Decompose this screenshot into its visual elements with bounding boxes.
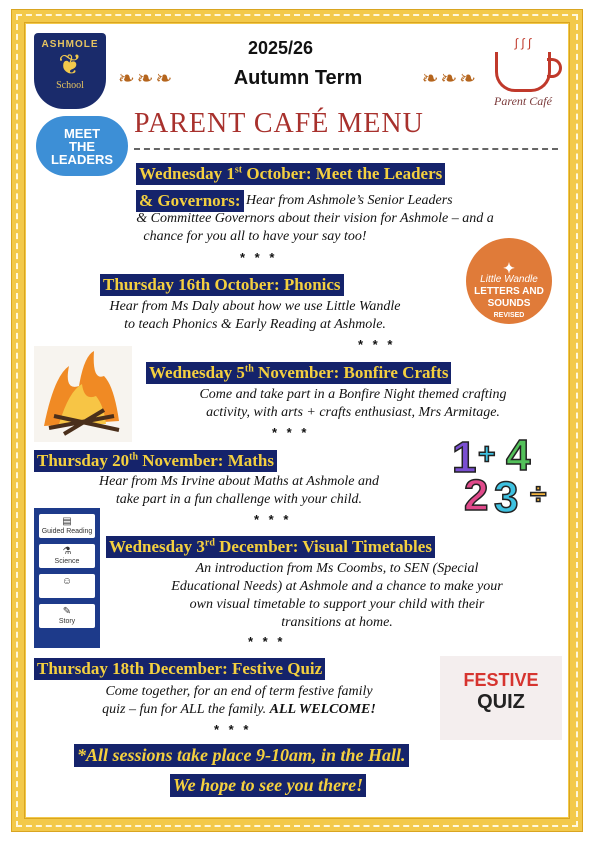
event-description: to teach Phonics & Early Reading at Ashmole. bbox=[124, 317, 386, 332]
quiz-label: QUIZ bbox=[477, 691, 525, 713]
star-separator: * * * bbox=[240, 250, 278, 265]
school-year: 2025/26 bbox=[248, 38, 314, 58]
timetable-card bbox=[39, 544, 95, 568]
svg-text:4: 4 bbox=[506, 431, 531, 480]
event-description: chance for you all to have your say too! bbox=[143, 229, 367, 244]
meet-badge-line: THE bbox=[69, 139, 95, 154]
event-description: Hear from Ashmole’s Senior Leaders bbox=[246, 193, 453, 208]
star-separator: * * * bbox=[272, 425, 310, 440]
event-title-part: October: Meet the Leaders bbox=[242, 164, 443, 183]
event-description: activity, with arts + crafts enthusiast, Mrs Armitage. bbox=[206, 405, 500, 420]
all-welcome-emphasis: ALL WELCOME! bbox=[269, 702, 376, 717]
event-description: own visual timetable to support your child with their bbox=[189, 597, 485, 612]
footer-session-info: *All sessions take place 9-10am, in the Hall. bbox=[74, 744, 409, 767]
lw-line: Little Wandle bbox=[480, 274, 538, 285]
wheat-sheaf-icon: ❦ bbox=[58, 49, 82, 80]
event-title bbox=[106, 536, 435, 558]
event-title-part: December: Visual Timetables bbox=[214, 537, 432, 556]
term-title: Autumn Term bbox=[233, 67, 363, 89]
event-description: Come together, for an end of term festive family bbox=[105, 684, 373, 699]
timetable-card-label: Science bbox=[54, 558, 80, 565]
event-title bbox=[136, 163, 445, 185]
letters-and-sounds-logo bbox=[466, 238, 552, 324]
event-title bbox=[146, 362, 451, 384]
crest-school-name: ASHMOLE bbox=[41, 39, 99, 50]
book-icon: ▤ bbox=[62, 516, 72, 527]
event-description: transitions at home. bbox=[281, 615, 393, 630]
timetable-card-label: Guided Reading bbox=[41, 528, 93, 535]
lw-line: REVISED bbox=[493, 312, 525, 319]
lw-line: SOUNDS bbox=[487, 298, 531, 309]
meet-badge-line: LEADERS bbox=[50, 152, 114, 167]
svg-text:÷: ÷ bbox=[530, 478, 547, 511]
event-title-part: Thursday 20 bbox=[37, 451, 130, 470]
event-title: Thursday 18th December: Festive Quiz bbox=[34, 658, 325, 680]
event-description bbox=[34, 701, 444, 719]
svg-text:3: 3 bbox=[494, 473, 519, 516]
event-description: take part in a fun challenge with your child. bbox=[115, 492, 363, 507]
school-crest-logo bbox=[34, 33, 106, 109]
steam-icon: ∫ ∫ ∫ bbox=[514, 36, 532, 50]
coffee-cup-icon bbox=[495, 52, 551, 92]
ordinal-suffix: rd bbox=[204, 537, 215, 549]
timetable-card bbox=[39, 604, 95, 628]
star-separator: * * * bbox=[358, 337, 396, 352]
event-description: Hear from Ms Irvine about Maths at Ashmole and bbox=[99, 474, 379, 489]
autumn-leaves-icon: ❧❧❧ bbox=[118, 68, 175, 90]
bird-icon: ✦ bbox=[503, 260, 515, 276]
flask-icon: ⚗ bbox=[62, 546, 72, 557]
festive-label: FESTIVE bbox=[463, 670, 539, 690]
event-description: Hear from Ms Daly about how we use Little Wandle bbox=[109, 299, 401, 314]
timetable-card bbox=[39, 574, 95, 598]
dashed-divider bbox=[134, 148, 558, 150]
event-description-part: quiz – fun for ALL the family. bbox=[102, 702, 267, 717]
event-title-part: Wednesday 1 bbox=[139, 164, 235, 183]
menu-title: PARENT CAFÉ MENU bbox=[134, 108, 424, 139]
meet-badge-line: MEET bbox=[63, 126, 101, 141]
svg-text:2: 2 bbox=[464, 471, 489, 516]
story-icon: ✎ bbox=[62, 606, 72, 617]
ordinal-suffix: th bbox=[244, 363, 254, 375]
visual-timetable-image bbox=[34, 508, 100, 648]
star-separator: * * * bbox=[248, 634, 286, 649]
event-title: Thursday 16th October: Phonics bbox=[100, 274, 344, 296]
footer-closing-line: We hope to see you there! bbox=[170, 774, 366, 797]
autumn-leaves-icon: ❧❧❧ bbox=[421, 68, 478, 90]
term-row bbox=[118, 66, 478, 91]
event-title-part: November: Bonfire Crafts bbox=[253, 363, 449, 382]
event-description: An introduction from Ms Coombs, to SEN (Special bbox=[195, 561, 479, 576]
event-description: Come and take part in a Bonfire Night themed crafting bbox=[199, 387, 507, 402]
bonfire-craft-image bbox=[34, 346, 132, 442]
meet-the-leaders-badge bbox=[36, 116, 128, 176]
event-title bbox=[34, 450, 277, 472]
star-separator: * * * bbox=[254, 512, 292, 527]
event-title-part: Wednesday 3 bbox=[109, 537, 205, 556]
parent-cafe-label: Parent Café bbox=[494, 94, 552, 108]
parent-cafe-logo bbox=[480, 38, 566, 112]
event-title-part: November: Maths bbox=[138, 451, 274, 470]
festive-quiz-image bbox=[440, 656, 562, 740]
svg-text:+: + bbox=[478, 438, 496, 471]
ordinal-suffix: th bbox=[129, 451, 139, 463]
event-description: Educational Needs) at Ashmole and a chance to make your bbox=[171, 579, 503, 594]
people-icon: ☺ bbox=[61, 576, 73, 587]
ordinal-suffix: st bbox=[234, 164, 243, 176]
svg-text:1: 1 bbox=[452, 433, 477, 482]
timetable-card-label: Story bbox=[58, 618, 76, 625]
event-title-part: Wednesday 5 bbox=[149, 363, 245, 382]
star-separator: * * * bbox=[214, 722, 252, 737]
lw-line: LETTERS AND bbox=[474, 286, 544, 297]
maths-numbers-image bbox=[444, 424, 562, 516]
crest-school-word: School bbox=[56, 80, 84, 91]
event-title-continued: & Governors: bbox=[136, 190, 244, 212]
timetable-card bbox=[39, 514, 95, 538]
event-description: & Committee Governors about their vision for Ashmole – and a bbox=[136, 211, 494, 226]
